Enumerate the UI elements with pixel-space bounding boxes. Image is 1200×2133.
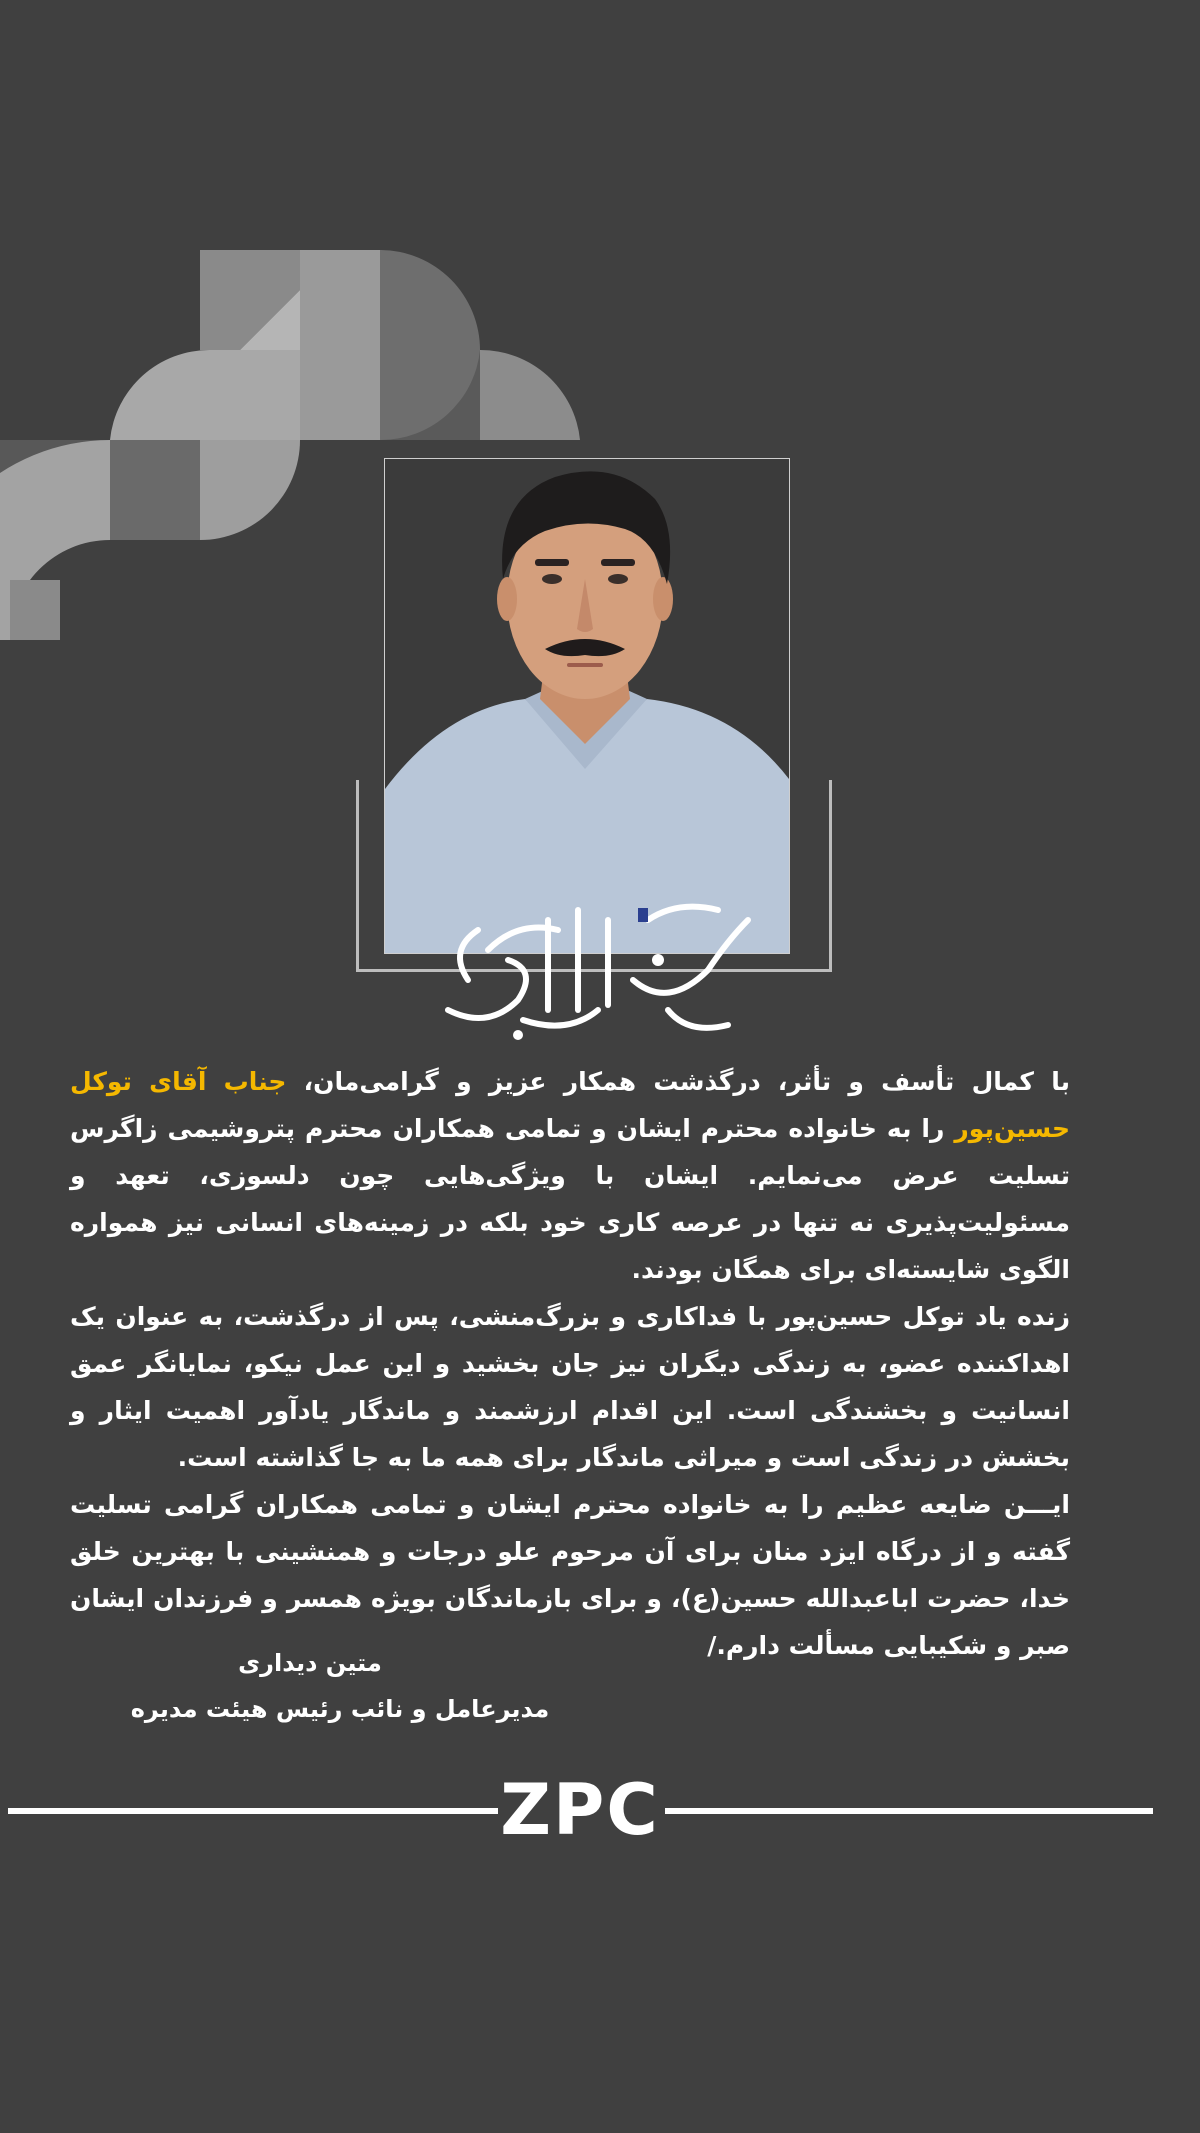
signer-title: مدیرعامل و نائب رئیس هیئت مدیره [130,1695,550,1723]
calligraphy-inna-lillah-icon [428,860,768,1050]
condolence-message [70,1058,1070,1669]
paragraph-3: ایـــن ضایعه عظیم را به خانواده محترم ایشان و تمامی همکاران گرامی تسلیت گفته و از درگاه ایزد منان برای آن مرحوم علو درجات و همنشینی با بهترین خلق خدا، حضرت اباعبدالله حسین(ع)، و برای بازماندگان بویژه همسر و فرزندان ایشان صبر و شکیبایی مسألت دارم./ [70,1490,1070,1660]
zpc-logo: ZPC [500,1769,660,1851]
calligraphy-text: انا لله و انا الیه راجعون [593,1045,603,1046]
paragraph-1-start: با کمال تأسف و تأثر، درگذشت همکار عزیز و گرامی‌مان، [286,1067,1070,1096]
signer-name: متین دیداری [238,1649,382,1677]
signature [100,1640,580,1732]
paragraph-2: زنده یاد توکل حسین‌پور با فداکاری و بزرگ‌منشی، پس از درگذشت، به عنوان یک اهداکننده عضو، به زندگی دیگران نیز جان بخشید و این عمل نیکو، نمایانگر عمق انسانیت و بخشندگی است. این اقدام ارزشمند و ماندگار یادآور اهمیت ایثار و بخشش در زندگی است و میراثی ماندگار برای همه ما به جا گذاشته است. [70,1302,1070,1472]
footer-line-left [8,1808,498,1814]
paragraph-1-end: را به خانواده محترم ایشان و تمامی همکاران محترم پتروشیمی زاگرس تسلیت عرض می‌نمایم. ایشان با ویژگی‌هایی چون دلسوزی، تعهد و مسئولیت‌پذیری نه تنها در عرصه کاری خود بلکه در زمینه‌های انسانی نیز همواره الگوی شایسته‌ای برای همگان بودند. [70,1114,1070,1284]
paragraph-1 [70,1058,1070,1293]
footer-line-right [665,1808,1153,1814]
deceased-name: جناب آقای توکل حسین‌پور [70,1067,1070,1143]
